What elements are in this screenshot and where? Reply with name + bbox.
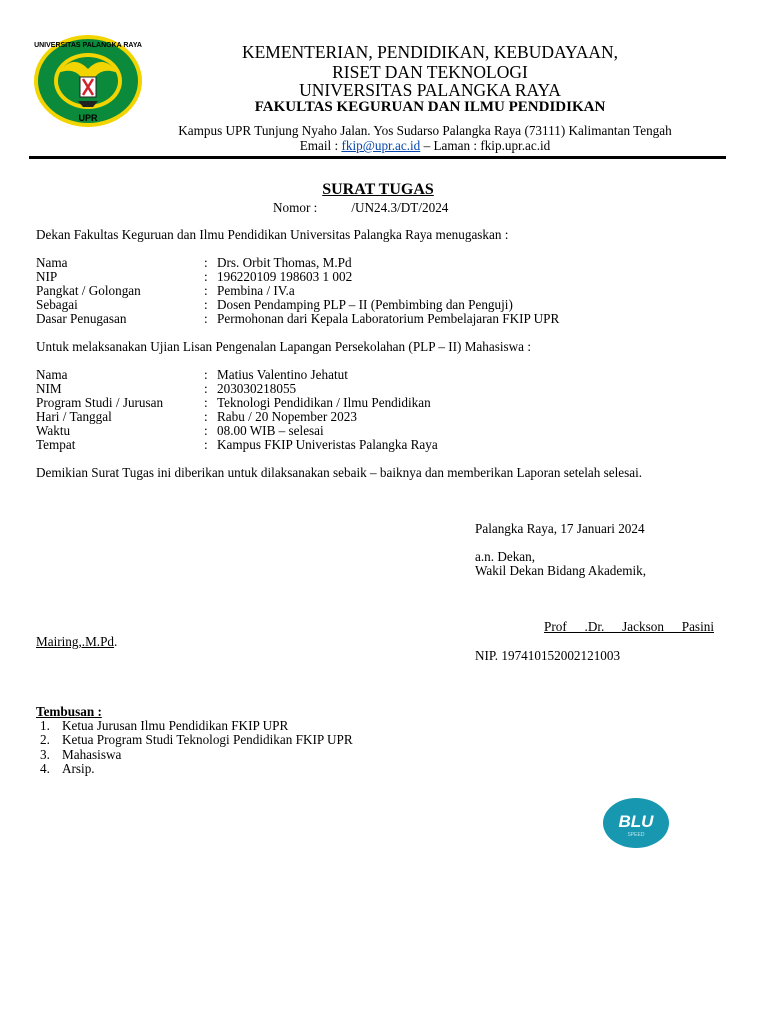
list-text: Mahasiswa bbox=[62, 746, 122, 762]
header-university: UNIVERSITAS PALANGKA RAYA bbox=[299, 80, 561, 100]
assignee-value: Drs. Orbit Thomas, M.Pd bbox=[217, 255, 352, 270]
closing-paragraph: Demikian Surat Tugas ini diberikan untuk dilaksanakan sebaik – baiknya dan memberikan Laporan setelah selesai. bbox=[36, 465, 643, 480]
list-item bbox=[36, 762, 353, 776]
student-value: Kampus FKIP Univeristas Palangka Raya bbox=[217, 437, 438, 452]
signer-name-part2: Mairing,.M.Pd bbox=[36, 634, 115, 649]
colon: : bbox=[204, 283, 208, 298]
header-divider bbox=[29, 156, 726, 159]
assignee-value: Pembina / IV.a bbox=[217, 283, 295, 298]
header-ministry-line1: KEMENTERIAN, PENDIDIKAN, KEBUDAYAAN, bbox=[241, 42, 619, 62]
list-number: 3. bbox=[40, 746, 50, 762]
purpose-text: Untuk melaksanakan Ujian Lisan Pengenalan Lapangan Persekolahan (PLP – II) Mahasiswa : bbox=[36, 339, 532, 354]
list-text: Ketua Program Studi Teknologi Pendidikan FKIP UPR bbox=[62, 732, 353, 748]
letter-number bbox=[273, 200, 448, 216]
tembusan-label: Tembusan : bbox=[36, 704, 102, 719]
list-item bbox=[36, 748, 353, 762]
signer-name-line2 bbox=[36, 635, 117, 649]
place-date: Palangka Raya, 17 Januari 2024 bbox=[475, 521, 645, 536]
letter-title: SURAT TUGAS bbox=[322, 181, 434, 198]
student-label: Nama bbox=[36, 367, 68, 382]
student-value: Rabu / 20 Nopember 2023 bbox=[217, 409, 357, 424]
student-value: Teknologi Pendidikan / Ilmu Pendidikan bbox=[217, 395, 431, 410]
logo-bottom-text: UPR bbox=[78, 113, 98, 123]
colon: : bbox=[204, 367, 208, 382]
list-number: 2. bbox=[40, 732, 50, 748]
list-item bbox=[36, 733, 353, 747]
colon: : bbox=[204, 395, 208, 410]
intro-text: Dekan Fakultas Keguruan dan Ilmu Pendidikan Universitas Palangka Raya menugaskan : bbox=[36, 227, 509, 242]
colon: : bbox=[204, 381, 208, 396]
list-number: 1. bbox=[40, 718, 50, 733]
header-faculty: FAKULTAS KEGURUAN DAN ILMU PENDIDIKAN bbox=[254, 99, 606, 115]
header-contact bbox=[120, 138, 730, 153]
assignee-label: Nama bbox=[36, 255, 68, 270]
header-ministry-line2: RISET DAN TEKNOLOGI bbox=[332, 62, 528, 82]
colon: : bbox=[204, 255, 208, 270]
student-label: Program Studi / Jurusan bbox=[36, 395, 164, 410]
student-label: NIM bbox=[36, 381, 62, 396]
student-value: Matius Valentino Jehatut bbox=[217, 367, 348, 382]
assignee-value: Dosen Pendamping PLP – II (Pembimbing dan Penguji) bbox=[217, 297, 513, 312]
list-number: 4. bbox=[40, 761, 50, 777]
colon: : bbox=[204, 311, 208, 326]
site-label: – Laman : fkip.upr.ac.id bbox=[420, 138, 551, 153]
nomor-value: /UN24.3/DT/2024 bbox=[351, 200, 449, 215]
assignee-label: NIP bbox=[36, 269, 58, 284]
email-link[interactable]: fkip@upr.ac.id bbox=[341, 138, 421, 153]
assignee-label: Pangkat / Golongan bbox=[36, 283, 141, 298]
assignee-label: Dasar Penugasan bbox=[36, 311, 127, 326]
signature-an: a.n. Dekan, bbox=[475, 549, 536, 564]
student-value: 203030218055 bbox=[217, 381, 297, 396]
header-address: Kampus UPR Tunjung Nyaho Jalan. Yos Sudarso Palangka Raya (73111) Kalimantan Tengah bbox=[178, 123, 672, 138]
student-label: Hari / Tanggal bbox=[36, 409, 112, 424]
email-label: Email : bbox=[299, 138, 342, 153]
signer-nip: NIP. 197410152002121003 bbox=[475, 648, 621, 663]
signer-name-part1: Prof .Dr. Jackson Pasini bbox=[544, 619, 714, 634]
blu-logo bbox=[603, 797, 669, 849]
colon: : bbox=[204, 409, 208, 424]
list-text: Ketua Jurusan Ilmu Pendidikan FKIP UPR bbox=[62, 718, 289, 733]
tembusan-list bbox=[36, 719, 353, 777]
student-label: Tempat bbox=[36, 437, 76, 452]
list-item bbox=[36, 719, 353, 733]
blu-logo-subtext: SPEED bbox=[627, 832, 645, 838]
colon: : bbox=[204, 297, 208, 312]
colon: : bbox=[204, 269, 208, 284]
assignee-value: Permohonan dari Kepala Laboratorium Pembelajaran FKIP UPR bbox=[217, 311, 560, 326]
upr-logo bbox=[33, 33, 143, 129]
signer-name-line1 bbox=[36, 620, 714, 634]
signer-name-suffix: . bbox=[114, 634, 118, 649]
blu-logo-text: BLU bbox=[618, 812, 654, 831]
logo-top-text: UNIVERSITAS PALANGKA RAYA bbox=[34, 42, 142, 49]
student-label: Waktu bbox=[36, 423, 71, 438]
assignee-value: 196220109 198603 1 002 bbox=[217, 269, 353, 284]
nomor-label: Nomor : bbox=[273, 200, 318, 215]
signature-position: Wakil Dekan Bidang Akademik, bbox=[475, 563, 647, 578]
assignee-label: Sebagai bbox=[36, 297, 78, 312]
student-value: 08.00 WIB – selesai bbox=[217, 423, 324, 438]
colon: : bbox=[204, 437, 208, 452]
list-text: Arsip. bbox=[62, 761, 95, 777]
colon: : bbox=[204, 423, 208, 438]
